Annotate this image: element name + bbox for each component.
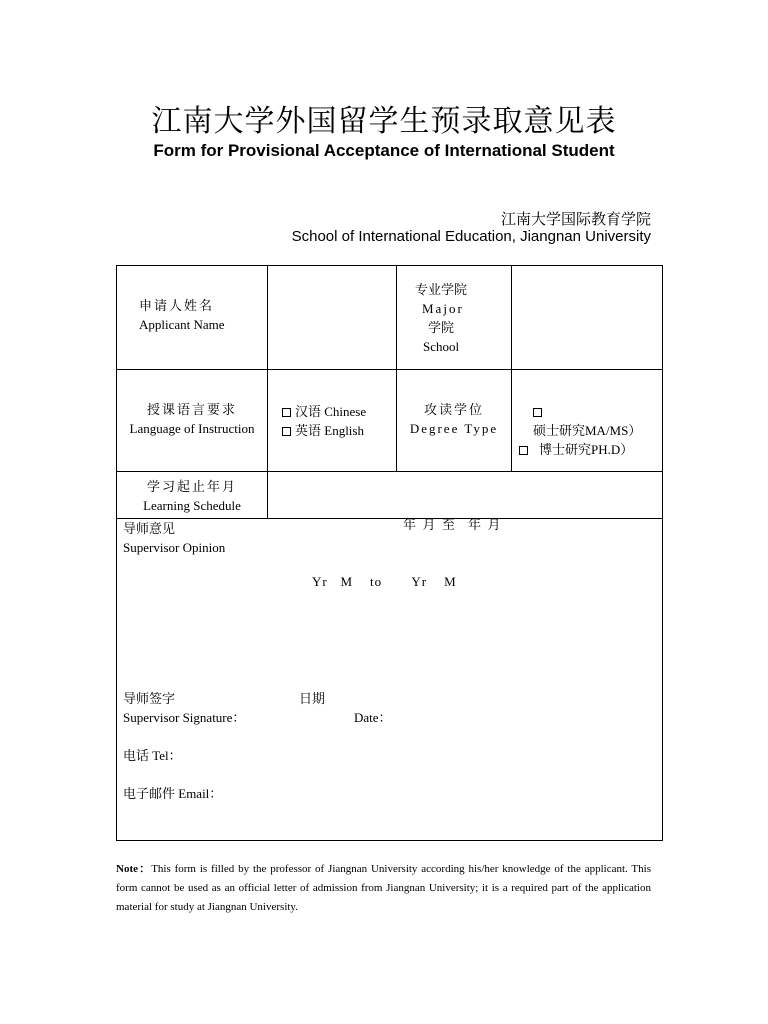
degree-option-phd-label: 博士研究PH.D） xyxy=(539,442,634,457)
major-label-en: Major xyxy=(422,301,464,316)
supervisor-opinion-label xyxy=(123,519,225,557)
supervisor-signature-label-en: Supervisor Signature： xyxy=(123,710,246,725)
page-title-cn: 江南大学外国留学生预录取意见表 xyxy=(151,105,617,138)
date-label xyxy=(299,689,392,727)
supervisor-signature-label xyxy=(123,689,245,727)
school-name-cn: 江南大学国际教育学院 xyxy=(500,212,651,228)
degree-option-master-label: 硕士研究MA/MS） xyxy=(533,423,642,438)
supervisor-opinion-label-en: Supervisor Opinion xyxy=(123,540,226,555)
degree-option-phd[interactable] xyxy=(519,440,661,459)
note-label: Note： xyxy=(116,863,152,875)
major-school-label xyxy=(415,280,485,356)
checkbox-master[interactable] xyxy=(533,408,542,417)
supervisor-opinion-label-cn: 导师意见 xyxy=(123,521,176,536)
learning-schedule-label xyxy=(117,477,267,515)
learning-schedule-label-cn: 学习起止年月 xyxy=(146,479,237,494)
supervisor-signature-label-cn: 导师签字 xyxy=(123,691,176,706)
degree-type-label-en: Degree Type xyxy=(409,421,499,436)
learning-schedule-label-en: Learning Schedule xyxy=(143,498,241,513)
applicant-name-label-en: Applicant Name xyxy=(139,317,225,332)
checkbox-phd[interactable] xyxy=(519,446,528,455)
supervisor-opinion-field[interactable] xyxy=(123,561,656,681)
language-option-chinese[interactable] xyxy=(282,402,366,421)
language-option-english[interactable] xyxy=(282,421,366,440)
language-option-chinese-label: 汉语 Chinese xyxy=(295,404,367,419)
applicant-name-label-cn: 申请人姓名 xyxy=(139,298,215,313)
row-divider xyxy=(117,471,662,472)
page-title-en: Form for Provisional Acceptance of International Student xyxy=(153,141,615,160)
language-label-cn: 授课语言要求 xyxy=(146,402,237,417)
language-option-english-label: 英语 English xyxy=(295,423,364,438)
degree-option-master[interactable] xyxy=(519,402,661,440)
applicant-name-label xyxy=(139,296,225,334)
degree-type-label xyxy=(397,400,511,438)
language-label xyxy=(117,400,267,438)
schedule-dates-en: Yr M to Yr M xyxy=(312,574,457,589)
language-options xyxy=(282,402,366,440)
schedule-dates-cn: 年 月 至 年 月 xyxy=(403,517,501,532)
major-school-field[interactable] xyxy=(512,266,662,369)
school-label-cn: 学院 xyxy=(428,320,455,335)
footnote xyxy=(116,860,651,917)
school-label-en: School xyxy=(423,339,460,354)
column-divider xyxy=(396,266,397,472)
degree-options xyxy=(519,402,661,459)
checkbox-english[interactable] xyxy=(282,427,291,436)
school-name-en: School of International Education, Jiangnan University xyxy=(291,228,651,245)
acceptance-form-table xyxy=(116,265,663,841)
checkbox-chinese[interactable] xyxy=(282,408,291,417)
tel-label: 电话 Tel： xyxy=(123,748,182,763)
applicant-name-field[interactable] xyxy=(268,266,396,369)
email-label: 电子邮件 Email： xyxy=(123,786,223,801)
degree-type-label-cn: 攻读学位 xyxy=(423,402,484,417)
date-label-en: Date： xyxy=(354,710,392,725)
date-label-cn: 日期 xyxy=(299,691,326,706)
language-label-en: Language of Instruction xyxy=(129,421,255,436)
major-label-cn: 专业学院 xyxy=(415,282,468,297)
row-divider xyxy=(117,369,662,370)
note-text: This form is filled by the professor of Jiangnan University according his/her knowledge of the applicant. This form cannot be used as an official letter of admission from Jiangnan University; it is a required part of the application material for study at Jiangnan University. xyxy=(116,863,651,913)
